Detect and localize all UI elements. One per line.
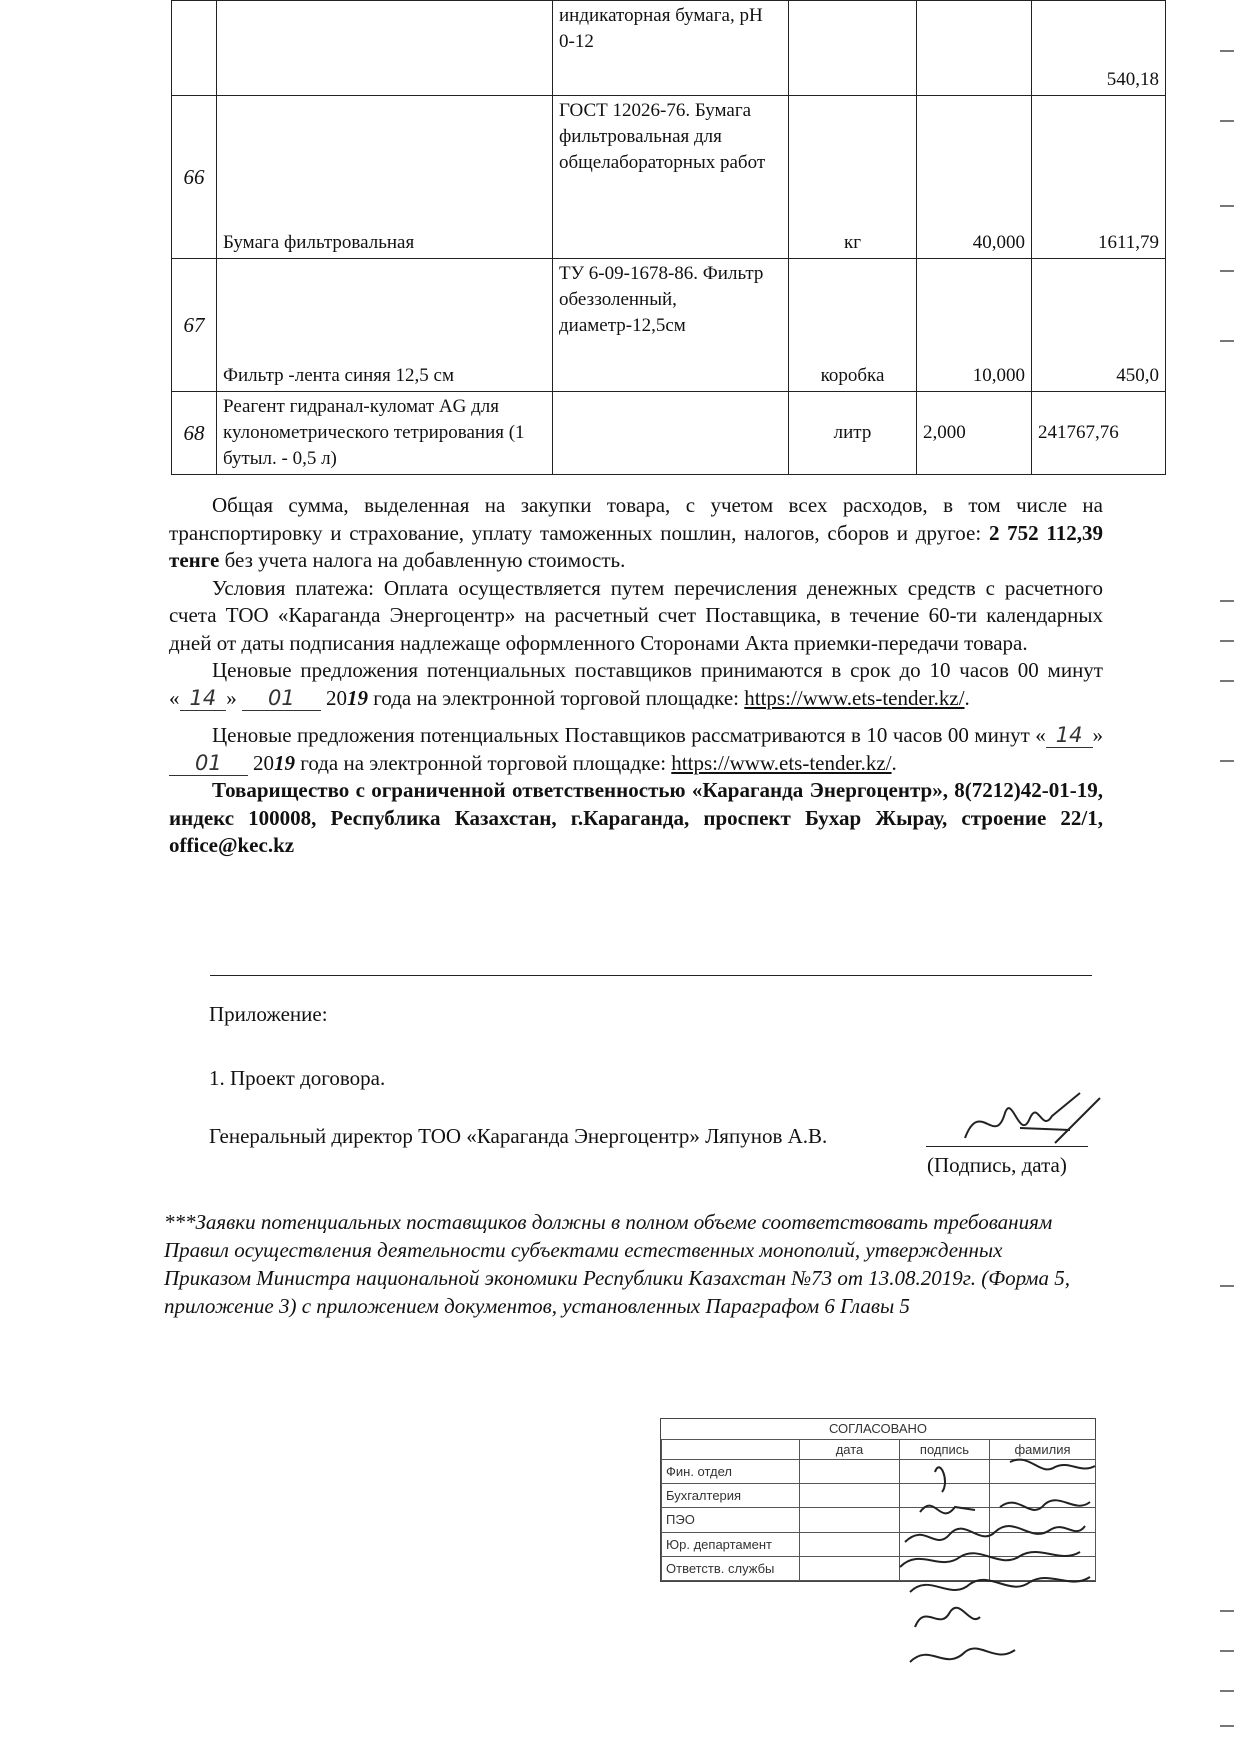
signature-caption: (Подпись, дата) [927,1153,1067,1177]
annex-item: 1. Проект договора. [209,1066,386,1090]
row-number: 66 [172,96,217,259]
company-details: Товарищество с ограниченной ответственностью «Караганда Энергоцентр», 8(7212)42-01-19, индекс 100008, Республика Казахстан, г.Караганда, проспект Бухар Жырау, строение 22/1, office@kec.kz [169,778,1103,857]
table-row [172,392,1166,475]
deadline-day: 14 [180,686,227,711]
total-paragraph [169,492,1103,575]
director-line: Генеральный директор ТОО «Караганда Энергоцентр» Ляпунов А.В. [209,1124,828,1148]
stamp-col [662,1440,800,1460]
annex-title: Приложение: [209,1002,328,1026]
item-unit: коробка [789,259,917,392]
deadline-url-link[interactable]: https://www.ets-tender.kz/ [744,685,965,710]
stamp-row-label: Юр. департамент [662,1532,800,1556]
stamp-row-label: Ответств. службы [662,1556,800,1580]
review-year: 20 [252,750,274,775]
stamp-row-label: Фин. отдел [662,1459,800,1483]
deadline-tail: года на электронной торговой площадке: [373,685,740,710]
divider [210,975,1092,976]
review-url-link[interactable]: https://www.ets-tender.kz/ [671,750,892,775]
period: . [964,685,970,710]
item-unit: кг [789,96,917,259]
review-text: Ценовые предложения потенциальных Поставщиков рассматриваются в 10 часов 00 минут « [212,723,1046,747]
item-sum: 241767,76 [1032,392,1166,475]
review-day: 14 [1046,723,1093,748]
item-qty [917,1,1032,96]
row-number: 67 [172,259,217,392]
item-sum: 540,18 [1032,1,1166,96]
quote-close: » [226,685,237,710]
row-number [172,1,217,96]
scan-edge-marks [1200,0,1240,1754]
stamp-signatures [880,1452,1110,1752]
review-month: 01 [169,751,248,776]
item-name: Бумага фильтровальная [217,96,553,259]
item-name: Фильтр -лента синяя 12,5 см [217,259,553,392]
item-spec: ТУ 6-09-1678-86. Фильтр обеззоленный, диаметр-12,5см [553,259,789,392]
item-unit [789,1,917,96]
item-name: Реагент гидранал-куломат AG для кулонометрического тетрирования (1 бутыл. - 0,5 л) [217,392,553,475]
deadline-month: 01 [242,686,321,711]
payment-terms: Условия платежа: Оплата осуществляется путем перечисления денежных средств с расчетного счета ТОО «Караганда Энергоцентр» на расчетный счет Поставщика, в течение 60-ти календарных дней от даты подписания надлежаще оформленного Сторонами Акта приемки-передачи товара. [169,575,1103,655]
stamp-row-label: ПЭО [662,1508,800,1532]
item-spec [553,392,789,475]
table-row [172,96,1166,259]
item-qty: 10,000 [917,259,1032,392]
quote-close: » [1092,723,1103,747]
item-name [217,1,553,96]
total-amount: 2 752 112,39 тенге [169,520,1104,572]
item-qty: 40,000 [917,96,1032,259]
total-vat-note: без учета налога на добавленную стоимость. [224,548,626,572]
item-spec: ГОСТ 12026-76. Бумага фильтровальная для общелабораторных работ [553,96,789,259]
item-spec: индикаторная бумага, pH 0-12 [553,1,789,96]
item-qty: 2,000 [917,392,1032,475]
stamp-col-signature: подпись [900,1440,990,1460]
table-row [172,259,1166,392]
review-paragraph: Ценовые предложения потенциальных Поставщиков рассматриваются в 10 часов 00 минут « 14 » 01 2019 года на электронной торговой площадке: https://www.ets-tender.kz/. [169,722,1103,777]
total-text: Общая сумма, выделенная на закупки товара, с учетом всех расходов, в том числе на транспортировку и страхование, уплату таможенных пошлин, налогов, сборов и другое: [169,493,1103,545]
row-number: 68 [172,392,217,475]
body-text [169,492,1103,860]
deadline-paragraph: Ценовые предложения потенциальных поставщиков принимаются в срок до 10 часов 00 минут « 14 » 01 2019 года на электронной торговой площадке: https://www.ets-tender.kz/. [169,658,1103,710]
items-table [171,0,1166,475]
item-sum: 450,0 [1032,259,1166,392]
deadline-year: 20 [325,685,347,710]
review-tail: года на электронной торговой площадке: [300,750,667,775]
stamp-col-date: дата [800,1440,900,1460]
footnote: ***Заявки потенциальных поставщиков должны в полном объеме соответствовать требованиям Правил осуществления деятельности субъектами естественных монополий, утвержденных Приказом Министра национальной экономики Республики Казахстан №73 от 13.08.2019г. (Форма 5, приложение 3) с приложением документов, установленных Параграфом 6 Главы 5 [164,1210,1070,1318]
period: . [891,750,897,775]
stamp-title: СОГЛАСОВАНО [661,1419,1095,1440]
stamp-col-surname: фамилия [990,1440,1096,1460]
director-signature [960,1088,1110,1158]
item-unit: литр [789,392,917,475]
item-sum: 1611,79 [1032,96,1166,259]
stamp-row-label: Бухгалтерия [662,1484,800,1508]
deadline-text: Ценовые предложения потенциальных поставщиков принимаются в срок до 10 часов 00 минут « [169,658,1103,710]
table-row [172,1,1166,96]
